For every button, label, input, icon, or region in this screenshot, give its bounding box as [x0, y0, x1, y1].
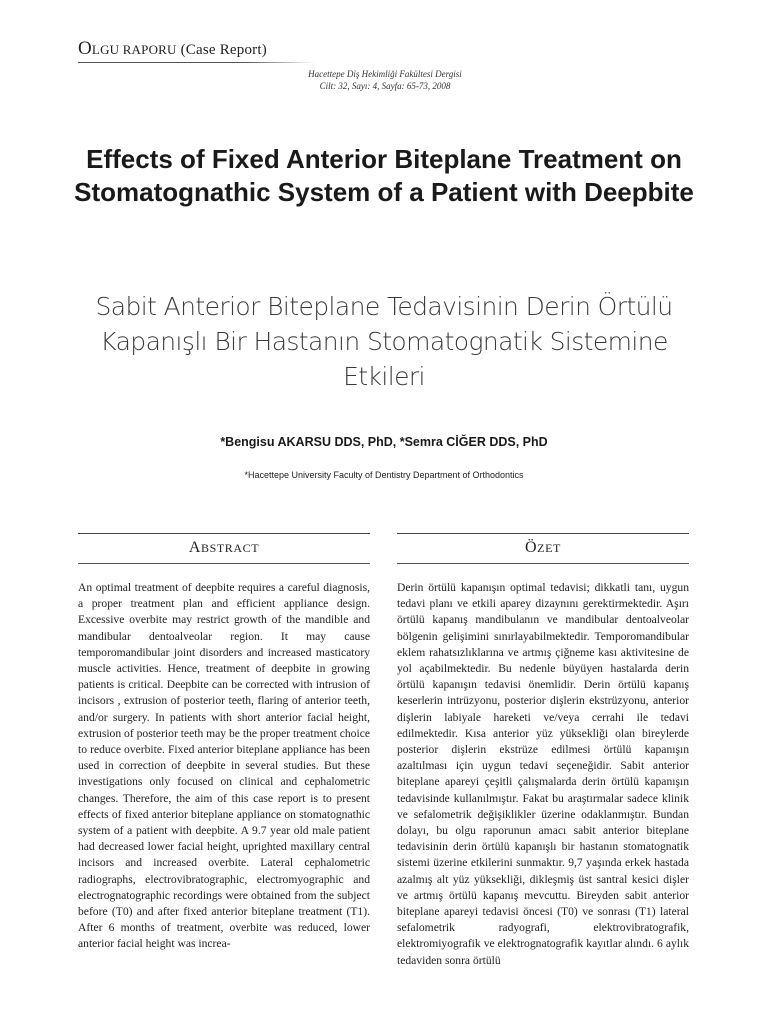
abstract-top-rule: [78, 533, 370, 534]
abstract-text: An optimal treatment of deepbite requires a careful diagnosis, a proper treatment plan and efficient appliance design. Excessive overbite may restrict growth of the mandible and mandibular dentoalveolar region. It may cause temporomandibular joint disorders and increased masticatory muscle activities. Hence, treatment of deepbite in growing patients is critical. Deepbite can be corrected with intrusion of incisors , extrusion of posterior teeth, flaring of anterior teeth, and/or surgery. In patients with short anterior facial height, extrusion of posterior teeth may be the proper treatment choice to reduce overbite. Fixed anterior biteplane appliance has been used in correction of deepbite in several studies. But these investigations only focused on clinical and cephalometric changes. Therefore, the aim of this case report is to present effects of fixed anterior biteplane appliance on stomatognathic system of a patient with deepbite. A 9.7 year old male patient had decreased lower facial height, uprighted maxillary central incisors and increased overbite. Lateral cephalometric radiographs, electrovibratographic, electromyographic and electrognatographic recordings were obtained from the subject before (T0) and after fixed anterior biteplane treatment (T1). After 6 months of treatment, overbite was reduced, lower anterior facial height was increa-: [78, 581, 370, 951]
abstract-heading-rule: [78, 563, 370, 564]
ozet-heading-text: ZET: [537, 541, 561, 555]
report-type-label: [78, 38, 267, 60]
ozet-top-rule: [397, 533, 689, 534]
journal-volume: Cilt: 32, Sayı: 4, Sayfa: 65-73, 2008: [319, 81, 451, 91]
abstract-heading-text: BSTRACT: [200, 541, 260, 555]
report-type-english: (Case Report): [176, 42, 267, 58]
ozet-column: [397, 533, 689, 969]
journal-name: Hacettepe Diş Hekimliği Fakültesi Dergisi: [308, 69, 462, 79]
journal-info: [230, 68, 540, 92]
authors: *Bengisu AKARSU DDS, PhD, *Semra CİĞER DDS, PhD: [220, 435, 548, 449]
abstract-heading-initial: A: [188, 539, 201, 556]
report-type-initial: O: [78, 38, 92, 59]
report-type-text: LGU RAPORU: [91, 42, 177, 57]
article-title: Effects of Fixed Anterior Biteplane Treatment on Stomatognathic System of a Patient with Deepbite: [74, 144, 694, 207]
ozet-text: Derin örtülü kapanışın optimal tedavisi; dikkatli tanı, uygun tedavi planı ve etkili aparey dizaynını gerektirmektedir. Aşırı örtülü kapanış mandibulanın ve mandibular dentoalveolar bölgenin gelişimini sınırlayabilmektedir. Temporomandibular eklem rahatsızlıklarına ve artmış çiğneme kası aktivitesine de yol açabilmektedir. Bu nedenle büyüyen hastalarda derin örtülü kapanışın tedavisi önemlidir. Derin örtülü kapanış keserlerin intrüzyonu, posterior dişlerin ekstrüzyonu, anterior dişlerin labiyale hareketi ve/veya cerrahi ile tedavi edilmektedir. Kısa anterior yüz yüksekliği olan bireylerde posterior dişlerin ekstrüze edilmesi örtülü kapanışın azaltılması için uygun tedavi seçeneğidir. Sabit anterior biteplane apareyi çeşitli çalışmalarda derin örtülü kapanışın tedavisinde kullanılmıştır. Fakat bu araştırmalar sadece klinik ve sefalometrik değişiklikler üzerine odaklanmıştır. Bundan dolayı, bu olgu raporunun amacı sabit anterior biteplane tedavisinin derin örtülü kapanışlı bir hastanın stomatognatik sistemi üzerine etkilerini sunmaktır. 9,7 yaşında erkek hastada azalmış alt yüz yüksekliği, dikleşmiş üst santral kesici dişler ve artmış örtülü kapanış mevcuttu. Bireyden sabit anterior biteplane apareyi tedavisi öncesi (T0) ve sonrası (T1) lateral sefalometrik radyografi, elektrovibratografik, elektromiyografik ve elektrognatografik kayıtlar alındı. 6 aylık tedaviden sonra örtülü: [397, 581, 689, 967]
ozet-heading: [397, 539, 689, 557]
abstract-column: [78, 533, 370, 953]
article-title-turkish: Sabit Anterior Biteplane Tedavisinin Derin Örtülü Kapanışlı Bir Hastanın Stomatognatik Sistemine Etkileri: [95, 292, 673, 391]
abstract-heading: [78, 539, 370, 557]
ozet-heading-initial: Ö: [525, 539, 538, 556]
affiliation: *Hacettepe University Faculty of Dentistry Department of Orthodontics: [244, 470, 524, 480]
header-rule: [78, 62, 316, 63]
ozet-heading-rule: [397, 563, 689, 564]
